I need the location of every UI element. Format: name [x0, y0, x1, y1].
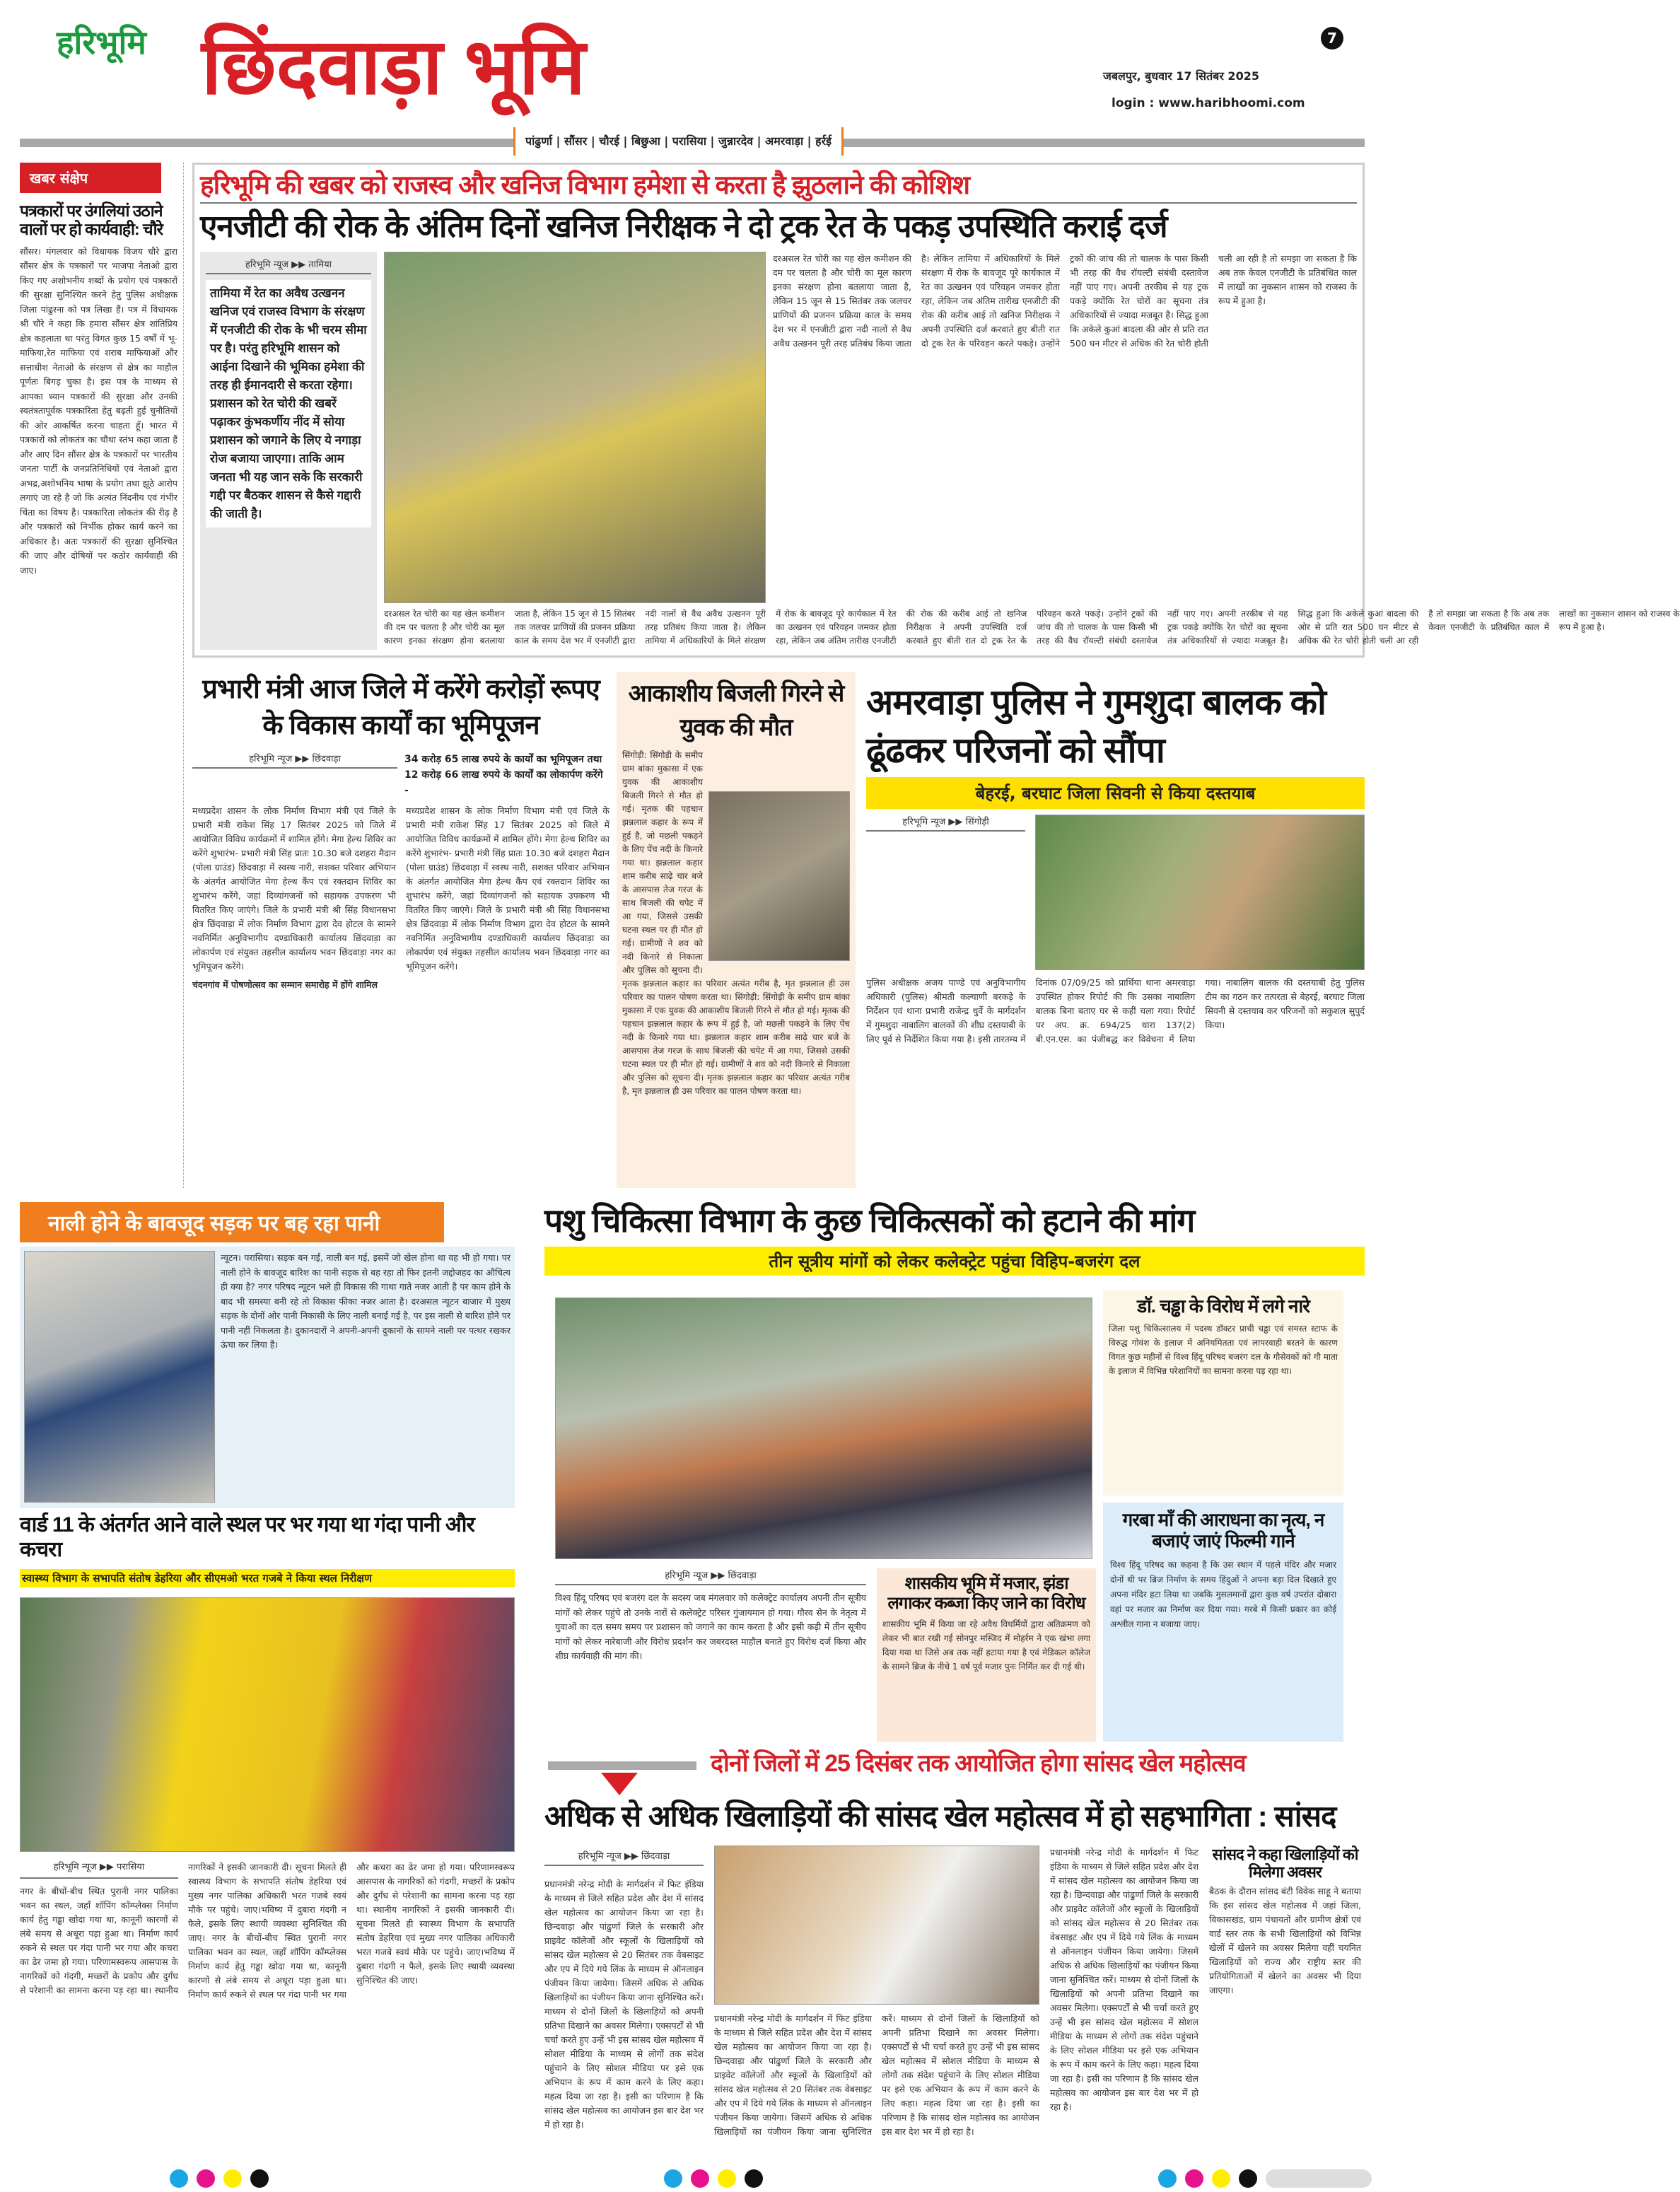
lightning-story [617, 672, 856, 1188]
lead-body-row [200, 252, 1680, 650]
sports-headline: अधिक से अधिक खिलाड़ियों की सांसद खेल महोत्सव में हो सहभागिता : सांसद [544, 1800, 1336, 1833]
ward-body-cont: नगर के बीचों-बीच स्थित पुरानी नगर पालिका भवन का स्थल, जहाँ शॉपिंग कॉम्प्लेक्स निर्माण कार्य हेतु गड्ढा खोदा गया था, कानूनी कारणों से लंबे समय से अधूरा पड़ा हुआ था। निर्माण कार्य रुकने से स्थल पर गंदा पानी भर गया और कचरा का ढेर जमा हो गया। परिणामस्वरूप आसपास के नागरिकों को गंदगी, मच्छरों के प्रकोप और दुर्गंध से परेशानी का सामना करना पड़ रहा था। स्थानीय नागरिकों ने इसकी जानकारी दी। सूचना मिलते ही स्वास्थ्य विभाग के सभापति संतोष डेहरिया एवं मुख्य नगर पालिका अधिकारी भरत गजबे स्वयं मौके पर पहुंचे। जाए।भविष्य में दुबारा गंदगी न फैले, इसके लिए स्थायी व्यवस्था सुनिश्चित की जाए। [188, 1862, 515, 2000]
town-nav: पांढुर्णा | सौंसर | चौरई | बिछुआ | परासिया | जुन्नारदेव | अमरवाड़ा | हर्रई [513, 127, 844, 156]
lightning-text [622, 749, 850, 1098]
police-text [866, 976, 1365, 1188]
arrow-icon [548, 1761, 696, 1770]
ward-text-wrap [20, 1860, 515, 2171]
box2-text: शासकीय भूमि में किया जा रहे अवैध विधर्मियों द्वारा अतिक्रमण को लेकर भी बात रखी गई सोनपुर मस्जिद में मोहर्रम ने एक खंभा लगा दिया गया था जिसे अब तक नहीं हटाया गया है एवं मेडिकल कॉलेज के सामने ब्रिज के नीचे 1 वर्ष पूर्व मजार पुनः निर्मित कर दी गई थी। [882, 1619, 1090, 1672]
byline: हरिभूमि न्यूज ▶▶ सिंगोड़ी [866, 815, 1025, 832]
police-headline: अमरवाड़ा पुलिस ने गुमशुदा बालक को ढूंढकर परिजनों को सौंपा [866, 682, 1326, 770]
drain-text: न्यूटन। परासिया। सड़क बन गई, नाली बन गई, इसमें जो खेल होना था वह भी हो गया। पर नाली होने के बावजूद बारिश का पानी सड़क से बह रहा तो फिर इतनी जद्दोजहद का औचित्य ही क्या है? नगर परिषद न्यूटन भले ही विकास की गाथा गाते नजर आती है पर काम होने के बाद भी समस्या बनी रहे तो विकास फीका नजर आता है। दरअसल न्यूटन बाजार में मुख्य सड़क के दोनों ओर पानी निकासी के लिए नाली बनाई गई है, पर इस नाली से बारिश होने पर पानी नहीं निकलता है। दुकानदारों ने अपनी-अपनी दुकानों के सामने नाली पर पत्थर रखकर ऊंचा कर लिया है। [221, 1252, 511, 1350]
ward-headline: वार्ड 11 के अंतर्गत आने वाले स्थल पर भर गया था गंदा पानी और कचरा [20, 1513, 474, 1561]
box3-title: गरबा माँ की आराधना का नृत्य, न बजाएं जाएं फिल्मी गाने [1122, 1509, 1324, 1551]
mazar-box [877, 1568, 1096, 1742]
lightning-body-cont: सिंगोड़ी: सिंगोड़ी के समीप ग्राम बांका मुकासा में एक युवक की आकाशीय बिजली गिरने से मौत हो गई। मृतक की पहचान झन्नलाल कहार के रूप में हुई है, जो मछली पकड़ने के लिए पेंच नदी के किनारे गया था। झन्नलाल कहार शाम करीब साढ़े चार बजे के आसपास तेज गरज के साथ बिजली की चपेट में आ गया, जिससे उसकी घटना स्थल पर ही मौत हो गई। ग्रामीणों ने शव को नदी किनारे से निकाला और पुलिस को सूचना दी। मृतक झन्नलाल कहार का परिवार अत्यंत गरीब है, मृत झन्नलाल ही उस परिवार का पालन पोषण करता था। [622, 992, 850, 1097]
inspection-photo [20, 1597, 515, 1852]
page-number: 7 [1321, 27, 1343, 49]
bike-photo [24, 1251, 215, 1503]
police-subhead: बेहरई, बरघाट जिला सिवनी से किया दस्तयाब [866, 777, 1365, 809]
ward-subhead: स्वास्थ्य विभाग के सभापति संतोष डेहरिया और सीएमओ भरत गजबे ने किया स्थल निरीक्षण [20, 1569, 515, 1587]
lightning-headline: आकाशीय बिजली गिरने से युवक की मौत [628, 680, 844, 741]
ward-story [20, 1513, 515, 2171]
box1-title: डॉ. चड्ढा के विरोध में लगे नारे [1137, 1295, 1309, 1317]
vet-headline: पशु चिकित्सा विभाग के कुछ चिकित्सकों को हटाने की मांग [544, 1202, 1195, 1239]
town[interactable]: पांढुर्णा [525, 134, 552, 148]
box1-text: जिला पशु चिकित्सालय में पदस्थ डॉक्टर प्राची चड्ढा एवं समस्त स्टाफ के विरुद्ध गोवंश के इलाज में अनियमितता एवं लापरवाही बरतने के कारण विगत कुछ महीनों से विश्व हिंदू परिषद बजरंग दल के गौसेवकों को गौ माता के इलाज में विभिन्न परेशानियों का सामना करना पड़ रहा था। [1109, 1323, 1338, 1376]
drain-story [20, 1202, 515, 1499]
vet-text-col [555, 1568, 866, 1742]
minister-headline: प्रभारी मंत्री आज जिले में करेंगे करोड़ों रूपए के विकास कार्यों का भूमिपूजन [202, 675, 600, 741]
police-body: पुलिस अधीक्षक अजय पाण्डे एवं अनुविभागीय अधिकारी (पुलिस) श्रीमती कल्याणी बरकड़े के निर्देशन एवं थाना प्रभारी राजेन्द्र धुर्वे के मार्गदर्शन में गुमशुदा नाबालिग बालकों की शीघ्र दस्तयाबी के लिए पूर्व से निर्देशित किया गया है। इसी तारतम्य में दिनांक 07/09/25 को प्रार्थिया थाना अमरवाड़ा उपस्थित होकर रिपोर्ट की कि उसका नाबालिग बालक बिना बताए घर से कहीं चला गया। रिपोर्ट पर अप. क्र. 694/25 धारा 137(2) बी.एन.एस. का पंजीबद्ध कर विवेचना में लिया गया। नाबालिग बालक की दस्तयाबी हेतु पुलिस टीम का गठन कर तत्परता से बेहरई, बरघाट जिला सिवनी से दस्तयाब कर परिजनों को सकुशल सुपुर्द किया। [866, 977, 1365, 1044]
lead-kicker: हरिभूमि की खबर को राजस्व और खनिज विभाग हमेशा से करता है झुठलाने की कोशिश [200, 170, 1357, 204]
minister-story [192, 672, 609, 1188]
lightning-body: सिंगोड़ी: सिंगोड़ी के समीप ग्राम बांका मुकासा में एक युवक की आकाशीय बिजली गिरने से मौत हो गई। मृतक की पहचान झन्नलाल कहार के रूप में हुई है, जो मछली पकड़ने के लिए पेंच नदी के किनारे गया था। झन्नलाल कहार शाम करीब साढ़े चार बजे के आसपास तेज गरज के साथ बिजली की चपेट में आ गया, जिससे उसकी घटना स्थल पर ही मौत हो गई। ग्रामीणों ने शव को नदी किनारे से निकाला और पुलिस को सूचना दी। मृतक झन्नलाल कहार का परिवार अत्यंत गरीब है, मृत झन्नलाल ही उस परिवार का पालन पोषण करता था। [622, 750, 850, 1003]
byline: हरिभूमि न्यूज ▶▶ छिंदवाड़ा [192, 752, 397, 769]
box3-text: विश्व हिंदू परिषद का कहना है कि उस स्थान में पहले मंदिर और मजार दोनों थी पर ब्रिज निर्माण के समय हिंदुओं ने अपना बड़ा दिल दिखाते हुए अपना मंदिर हटा लिया था जबकि मुसलमानों द्वारा कुछ वर्ष उपरांत दोबारा वहां पर मजार का निर्माण कर दिया गया। गरबे में किसी प्रकार का कोई अश्लील गाना न बजाया जाए। [1110, 1559, 1336, 1629]
victim-photo [708, 791, 850, 961]
police-row [866, 815, 1365, 970]
minister-subhead-2: चंदनगांव में पोषणोत्सव का सम्मान समारोह में होंगे शामिल [192, 979, 378, 990]
brief-text: सौंसर। मंगलवार को विधायक विजय चौरे द्वारा सौंसर क्षेत्र के पत्रकारों पर भाजपा नेताओ द्वारा किए गए अशोभनीय शब्दों के प्रयोग एवं पत्रकारों की सुरक्षा सुनिश्चित करने हेतु पुलिस अधीक्षक जिला पांढुरना को पत्र लिखा हैं। पत्र में विधायक श्री चौरे ने कहा कि हमारा सौंसर क्षेत्र शांतिप्रिय क्षेत्र कहलाता था परंतु विगत कुछ 15 वर्षों में भू-माफिया,रेत माफिया एवं शराब माफियाओं और सत्ताधीश नेताओ के संरक्षण से क्षेत्र का माहौल पूर्णतः बिगड़ चुका है। इस पत्र के माध्यम से आपका ध्यान पत्रकारों की सुरक्षा और उनकी स्वतंत्रतापूर्वक पत्रकारिता हेतु बढ़ती हुई चुनौतियों की ओर आकर्षित करना चाहता हूँ। भारत में पत्रकारों को लोकतंत्र का चौथा स्तंभ कहा जाता हैं और आए दिन सौंसर क्षेत्र के पत्रकारों पर भारतीय जनता पार्टी के जनप्रतिनिधियों एवं नेताओ द्वारा अभद्र,अशोभनिय भाषा के प्रयोग तथा झूठे आरोप लगाएं जा रहे है जो कि अत्यंत निंदनीय एवं गंभीर चिंता का विषय है। पत्रकारिता लोकतंत्र की रीढ़ है और पत्रकारों को निर्भीक होकर कार्य करने का अधिकार है। अतः पत्रकारों की सुरक्षा सुनिश्चित की जाए और दोषियों पर कठोर कार्यवाही की जाए। [20, 245, 177, 576]
town[interactable]: अमरवाड़ा [765, 134, 804, 148]
sports-story [544, 1750, 1365, 2164]
lead-text-a: दरअसल रेत चोरी का यह खेल कमीशन की दम पर चलता है और चोरी का मूल कारण इनका संरक्षण होना बतलाया जाता है, लेकिन 15 जून से 15 सितंबर तक जलचर प्राणियों की प्रजनन प्रक्रिया काल के समय देश भर में एनजीटी द्वारा नदी नालों से वैध अवैध उत्खनन पूरी तरह प्रतिबंध किया जाता है। लेकिन तामिया में अधिकारियों के मिले संरक्षण में रोक के बावजूद पूरे कार्यकाल में रेत का उत्खनन एवं परिवहन जमकर होता रहा, लेकिन जब अंतिम तारीख एनजीटी की रोक की करीब आई तो खनिज निरीक्षक ने अपनी उपस्थिति दर्ज करवाते हुए बीती रात दो ट्रक रेत के परिवहन करते पकड़े। उन्होंने ट्रकों की जांच की तो चालक के पास किसी भी तरह की वैध रॉयल्टी संबंधी दस्तावेज नहीं पाए गए। अपनी तरकीब से यह ट्रक पकड़े क्योंकि रेत चोरों का सूचना तंत्र अधिकारियों से ज्यादा मजबूत है। सिद्ध हुआ कि अकेले कुआं बादला की ओर से प्रति रात 500 घन मीटर से अधिक की रेत चोरी होती चली आ रही है तो समझा जा सकता है कि अब तक केवल एनजीटी के प्रतिबंधित काल में लाखों का नुकसान शासन को राजस्व के रूप में हुआ है। [384, 609, 1680, 646]
vet-text: विश्व हिंदू परिषद एवं बजरंग दल के सदस्य जब मंगलवार को कलेक्ट्रेट कार्यालय अपनी तीन सूत्रीय मांगों को लेकर पहुंचे तो उनके नारों से कलेक्ट्रेट परिसर गुंजायमान हो गया। गौरव सेन के नेतृत्व में युवाओं का दल समय समय पर प्रशासन को जगाने का काम करता है और इसी कड़ी में तीन सूत्रीय मांगों को लेकर नारेबाजी और विरोध प्रदर्शन कर जबरदस्त माहौल बनाते हुए विरोध दर्ज किया और शीघ्र कार्यवाही की मांग की। [555, 1592, 866, 1661]
masthead [0, 0, 1382, 152]
box2-title: शासकीय भूमि में मजार, झंडा लगाकर कब्जा किए जाने का विरोध [887, 1574, 1085, 1613]
town[interactable]: परासिया [672, 134, 706, 148]
website-link[interactable]: login : www.haribhoomi.com [1112, 96, 1305, 110]
garba-box [1103, 1503, 1343, 1742]
lead-headline: एनजीटी की रोक के अंतिम दिनों खनिज निरीक्षक ने दो ट्रक रेत के पकड़ उपस्थिति कराई दर्ज [200, 209, 1167, 244]
town[interactable]: जुन्नारदेव [718, 134, 754, 148]
town[interactable]: हर्रई [815, 134, 832, 148]
protest-photo [555, 1298, 1092, 1559]
brief-label: खबर संक्षेप [20, 163, 161, 193]
color-dots [1158, 2169, 1372, 2191]
town[interactable]: बिछुआ [631, 134, 660, 148]
news-brief [20, 163, 184, 1188]
sports-text-left: प्रधानमंत्री नरेन्द्र मोदी के मार्गदर्शन में फिट इंडिया के माध्यम से जिले सहित प्रदेश और देश में सांसद खेल महोत्सव का आयोजन किया जा रहा है। छिन्दवाड़ा और पांढुर्णा जिले के सरकारी और प्राइवेट कॉलेजों और स्कूलों के खिलाड़ियों को सांसद खेल महोत्सव से 20 सितंबर तक वेबसाइट और एप में दिये गये लिंक के माध्यम से ऑनलाइन पंजीयन किया जायेगा। जिसमें अधिक से अधिक खिलाड़ियों का पंजीयन किया जाना सुनिश्चित करें। माध्यम से दोनों जिलों के खिलाड़ियों को अपनी प्रतिभा दिखाने का अवसर मिलेगा। एक्सपर्टों से भी चर्चा करते हुए उन्हें भी इस सांसद खेल महोत्सव में सोशल मीडिया के माध्यम से लोगों तक संदेश पहुंचाने के लिए सोशल मीडिया पर इसे एक अभियान के रूप में काम करने के लिए कहा। महत्व दिया जा रहा है। इसी का परिणाम है कि सांसद खेल महोत्सव का आयोजन इस बार देश भर में हो रहा है। [544, 1879, 704, 2130]
sports-text-mid: प्रधानमंत्री नरेन्द्र मोदी के मार्गदर्शन में फिट इंडिया के माध्यम से जिले सहित प्रदेश और देश में सांसद खेल महोत्सव का आयोजन किया जा रहा है। छिन्दवाड़ा और पांढुर्णा जिले के सरकारी और प्राइवेट कॉलेजों और स्कूलों के खिलाड़ियों को सांसद खेल महोत्सव से 20 सितंबर तक वेबसाइट और एप में दिये गये लिंक के माध्यम से ऑनलाइन पंजीयन किया जायेगा। जिसमें अधिक से अधिक खिलाड़ियों का पंजीयन किया जाना सुनिश्चित करें। माध्यम से दोनों जिलों के खिलाड़ियों को अपनी प्रतिभा दिखाने का अवसर मिलेगा। एक्सपर्टों से भी चर्चा करते हुए उन्हें भी इस सांसद खेल महोत्सव में सोशल मीडिया के माध्यम से लोगों तक संदेश पहुंचाने के लिए सोशल मीडिया पर इसे एक अभियान के रूप में काम करने के लिए कहा। महत्व दिया जा रहा है। इसी का परिणाम है कि सांसद खेल महोत्सव का आयोजन इस बार देश भर में हो रहा है। [714, 2013, 1039, 2137]
minister-text [192, 804, 609, 1188]
drain-headline: नाली होने के बावजूद सड़क पर बह रहा पानी [20, 1202, 444, 1242]
brand-logo: हरिभूमि [57, 24, 146, 61]
minister-subhead: 34 करोड़ 65 लाख रुपये के कार्यों का भूमिपूजन तथा 12 करोड़ 66 लाख रुपये के कार्यों का लोकार्पण करेंगे - [404, 753, 603, 796]
lead-callout [200, 252, 377, 650]
ward-body: नगर के बीचों-बीच स्थित पुरानी नगर पालिका भवन का स्थल, जहाँ शॉपिंग कॉम्प्लेक्स निर्माण कार्य हेतु गड्ढा खोदा गया था, कानूनी कारणों से लंबे समय से अधूरा पड़ा हुआ था। निर्माण कार्य रुकने से स्थल पर गंदा पानी भर गया और कचरा का ढेर जमा हो गया। परिणामस्वरूप आसपास के नागरिकों को गंदगी, मच्छरों के प्रकोप और दुर्गंध से परेशानी का सामना करना पड़ रहा था। स्थानीय नागरिकों ने इसकी जानकारी दी। सूचना मिलते ही स्वास्थ्य विभाग के सभापति संतोष डेहरिया एवं मुख्य नगर पालिका अधिकारी भरत गजबे स्वयं मौके पर पहुंचे। जाए।भविष्य में दुबारा गंदगी न फैले, इसके लिए स्थायी व्यवस्था सुनिश्चित की जाए। [20, 1862, 346, 1995]
byline: हरिभूमि न्यूज ▶▶ छिंदवाड़ा [544, 1849, 704, 1866]
police-photo [1035, 815, 1365, 970]
callout-text: तामिया में रेत का अवैध उत्खनन खनिज एवं राजस्व विभाग के संरक्षण में एनजीटी की रोक के भी चरम सीमा पर है। परंतु हरिभूमि शासन को आईना दिखाने की भूमिका हमेशा की तरह ही ईमानदारी से करता रहेगा। प्रशासन को रेत चोरी की खबरें पढ़ाकर कुंभकर्णीय नींद में सोया प्रशासन को जगाने के लिए ये नगाड़ा रोज बजाया जाएगा। ताकि आम जनता भी यह जान सके कि सरकारी गद्दी पर बैठकर शासन से कैसे गद्दारी की जाती है। [206, 280, 371, 527]
lead-photo-col [384, 252, 1680, 650]
minister-meta-row [192, 752, 609, 798]
town[interactable]: सौंसर [564, 134, 588, 148]
chadda-box [1103, 1290, 1343, 1496]
town[interactable]: चौरई [599, 134, 619, 148]
color-dots [170, 2169, 277, 2191]
byline: हरिभूमि न्यूज ▶▶ परासिया [20, 1860, 178, 1879]
vet-story [544, 1202, 1365, 1743]
sports-text-2: बैठक के दौरान सांसद बंटी विवेक साहू ने बताया कि इस सांसद खेल महोत्सव में जहां जिला, विकासखंड, ग्राम पंचायतों और ग्रामीण क्षेत्रों एवं वार्ड स्तर तक के सभी खिलाड़ियों को विभिन्न खेलों में खेलने का अवसर मिलेगा वहीं चयनित खिलाड़ियों को राज्य और राष्ट्रीय स्तर की प्रतियोगिताओं में खेलने का अवसर भी दिया जाएगा। [1209, 1885, 1361, 1995]
byline: हरिभूमि न्यूज ▶▶ छिंदवाड़ा [555, 1568, 866, 1585]
trucks-photo [384, 252, 766, 603]
sports-kicker: दोनों जिलों में 25 दिसंबर तक आयोजित होगा सांसद खेल महोत्सव [711, 1750, 1246, 1777]
lead-story [192, 163, 1680, 658]
police-story [866, 679, 1365, 1188]
sports-right-col [1209, 1846, 1361, 2160]
sports-text-right1: प्रधानमंत्री नरेन्द्र मोदी के मार्गदर्शन में फिट इंडिया के माध्यम से जिले सहित प्रदेश और देश में सांसद खेल महोत्सव का आयोजन किया जा रहा है। छिन्दवाड़ा और पांढुर्णा जिले के सरकारी और प्राइवेट कॉलेजों और स्कूलों के खिलाड़ियों को सांसद खेल महोत्सव से 20 सितंबर तक वेबसाइट और एप में दिये गये लिंक के माध्यम से ऑनलाइन पंजीयन किया जायेगा। जिसमें अधिक से अधिक खिलाड़ियों का पंजीयन किया जाना सुनिश्चित करें। माध्यम से दोनों जिलों के खिलाड़ियों को अपनी प्रतिभा दिखाने का अवसर मिलेगा। एक्सपर्टों से भी चर्चा करते हुए उन्हें भी इस सांसद खेल महोत्सव में सोशल मीडिया के माध्यम से लोगों तक संदेश पहुंचाने के लिए सोशल मीडिया पर इसे एक अभियान के रूप में काम करने के लिए कहा। महत्व दिया जा रहा है। इसी का परिणाम है कि सांसद खेल महोत्सव का आयोजन इस बार देश भर में हो रहा है। [1050, 1847, 1198, 2112]
registration-marks [170, 2169, 1372, 2191]
byline: हरिभूमि न्यूज ▶▶ तामिया [206, 257, 371, 274]
color-dots [664, 2169, 771, 2191]
edition-title: छिंदवाड़ा भूमि [202, 23, 586, 110]
vet-subhead: तीन सूत्रीय मांगों को लेकर कलेक्ट्रेट पहुंचा विहिप-बजरंग दल [544, 1247, 1365, 1276]
dateline: जबलपुर, बुधवार 17 सितंबर 2025 [1103, 69, 1259, 83]
minister-body-cont: मध्यप्रदेश शासन के लोक निर्माण विभाग मंत्री एवं जिले के प्रभारी मंत्री राकेश सिंह 17 सितंबर 2025 को जिले में आयोजित विविध कार्यक्रमों में शामिल होंगे। मेगा हेल्थ शिविर का करेंगे शुभारंभ- प्रभारी मंत्री सिंह प्रातः 10.30 बजे दशहरा मैदान (पोला ग्राउंड) छिंदवाड़ा में स्वस्थ नारी, सशक्त परिवार अभियान के अंतर्गत आयोजित मेगा हेल्थ कैंप एवं रक्तदान शिविर का शुभारंभ करेंगे, जहां दिव्यांगजनों को सहायक उपकरण भी वितरित किए जाएंगे। जिले के प्रभारी मंत्री श्री सिंह विधानसभा क्षेत्र छिंदवाड़ा में लोक निर्माण विभाग द्वारा देव होटल के सामने नवनिर्मित अनुविभागीय दण्डाधिकारी कार्यालय छिंदवाड़ा का लोकार्पण एवं संयुक्त तहसील कार्यालय भवन छिंदवाड़ा नगर का भूमिपूजन करेंगे। [406, 805, 609, 972]
minister-body: मध्यप्रदेश शासन के लोक निर्माण विभाग मंत्री एवं जिले के प्रभारी मंत्री राकेश सिंह 17 सितंबर 2025 को जिले में आयोजित विविध कार्यक्रमों में शामिल होंगे। मेगा हेल्थ शिविर का करेंगे शुभारंभ- प्रभारी मंत्री सिंह प्रातः 10.30 बजे दशहरा मैदान (पोला ग्राउंड) छिंदवाड़ा में स्वस्थ नारी, सशक्त परिवार अभियान के अंतर्गत आयोजित मेगा हेल्थ कैंप एवं रक्तदान शिविर का शुभारंभ करेंगे, जहां दिव्यांगजनों को सहायक उपकरण भी वितरित किए जाएंगे। जिले के प्रभारी मंत्री श्री सिंह विधानसभा क्षेत्र छिंदवाड़ा में लोक निर्माण विभाग द्वारा देव होटल के सामने नवनिर्मित अनुविभागीय दण्डाधिकारी कार्यालय छिंदवाड़ा का लोकार्पण एवं संयुक्त तहसील कार्यालय भवन छिंदवाड़ा नगर का भूमिपूजन करेंगे। [192, 805, 396, 972]
brief-headline: पत्रकारों पर उंगलियां उठाने वालों पर हो कार्यवाही: चौरे [20, 202, 163, 239]
meeting-photo [714, 1846, 1039, 2005]
sports-subhead: सांसद ने कहा खिलाड़ियों को मिलेगा अवसर [1212, 1846, 1358, 1882]
chevron-down-icon [601, 1773, 638, 1795]
lead-text-b: दरअसल रेत चोरी का यह खेल कमीशन की दम पर चलता है और चोरी का मूल कारण इनका संरक्षण होना बतलाया जाता है, लेकिन 15 जून से 15 सितंबर तक जलचर प्राणियों की प्रजनन प्रक्रिया काल के समय देश भर में एनजीटी द्वारा नदी नालों से वैध अवैध उत्खनन पूरी तरह प्रतिबंध किया जाता है। लेकिन तामिया में अधिकारियों के मिले संरक्षण में रोक के बावजूद पूरे कार्यकाल में रेत का उत्खनन एवं परिवहन जमकर होता रहा, लेकिन जब अंतिम तारीख एनजीटी की रोक की करीब आई तो खनिज निरीक्षक ने अपनी उपस्थिति दर्ज करवाते हुए बीती रात दो ट्रक रेत के परिवहन करते पकड़े। उन्होंने ट्रकों की जांच की तो चालक के पास किसी भी तरह की वैध रॉयल्टी संबंधी दस्तावेज नहीं पाए गए। अपनी तरकीब से यह ट्रक पकड़े क्योंकि रेत चोरों का सूचना तंत्र अधिकारियों से ज्यादा मजबूत है। सिद्ध हुआ कि अकेले कुआं बादला की ओर से प्रति रात 500 घन मीटर से अधिक की रेत चोरी होती चली आ रही है तो समझा जा सकता है कि अब तक केवल एनजीटी के प्रतिबंधित काल में लाखों का नुकसान शासन को राजस्व के रूप में हुआ है। [773, 253, 1357, 349]
